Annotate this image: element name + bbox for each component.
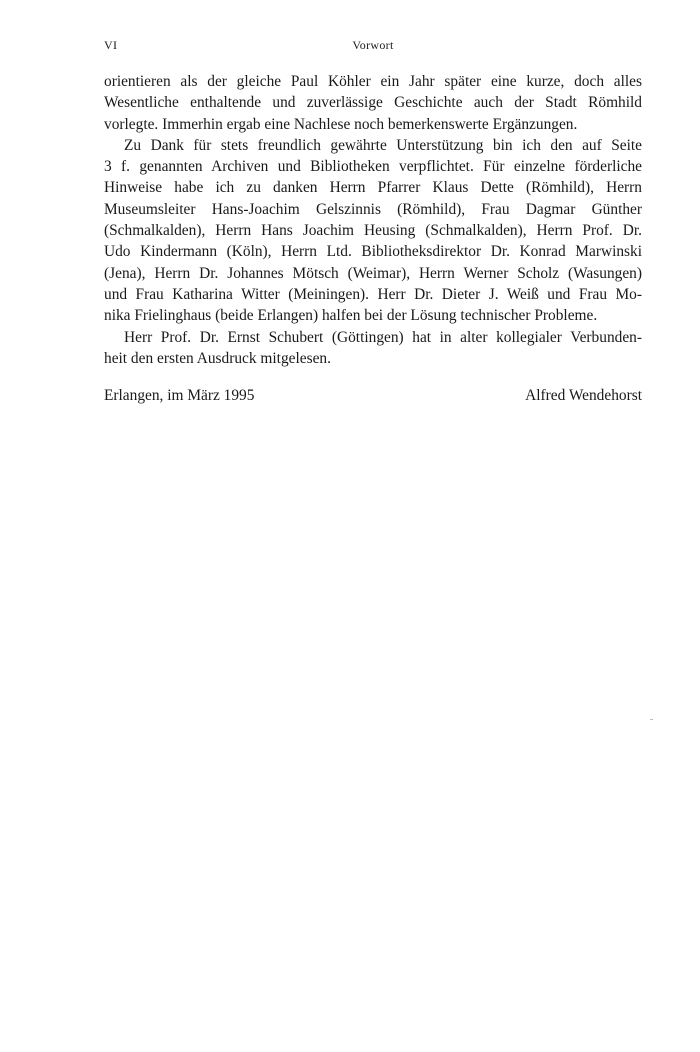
text-line: Hinweise habe ich zu danken Herrn Pfarrer Klaus Dette (Römhild), Herrn [104, 179, 642, 197]
running-title: Vorwort [352, 38, 394, 52]
author-name: Alfred Wendehorst [525, 387, 642, 404]
text-line: orientieren als der gleiche Paul Köhler ein Jahr später eine kurze, doch alles [104, 73, 642, 90]
page-number: VI [104, 38, 118, 52]
text-line: (Jena), Herrn Dr. Johannes Mötsch (Weimar), Herrn Werner Scholz (Wasungen) [104, 264, 642, 282]
preface-body [104, 71, 642, 369]
text-line: Zu Dank für stets freundlich gewährte Unterstützung bin ich den auf Seite [124, 136, 642, 154]
place-date: Erlangen, im März 1995 [104, 387, 255, 404]
text-line: Wesentliche enthaltende und zuverlässige Geschichte auch der Stadt Römhild [104, 94, 642, 112]
text-line: Museumsleiter Hans-Joachim Gelszinnis (Römhild), Frau Dagmar Günther [104, 200, 642, 218]
signature-line [104, 385, 642, 407]
page-header [104, 38, 642, 54]
text-line: und Frau Katharina Witter (Meiningen). Herr Dr. Dieter J. Weiß und Frau Mo- [104, 285, 642, 303]
scan-mark [650, 719, 653, 720]
text-line: Herr Prof. Dr. Ernst Schubert (Göttingen) hat in alter kollegialer Verbunden- [124, 328, 642, 346]
text-line: 3 f. genannten Archiven und Bibliotheken verpflichtet. Für einzelne förderliche [104, 158, 642, 176]
text-line: Udo Kindermann (Köln), Herrn Ltd. Bibliotheksdirektor Dr. Konrad Marwinski [104, 243, 642, 261]
text-line: heit den ersten Ausdruck mitgelesen. [104, 349, 331, 367]
text-line: vorlegte. Immerhin ergab eine Nachlese noch bemerkenswerte Ergänzungen. [104, 115, 578, 133]
text-line: nika Frielinghaus (beide Erlangen) halfen bei der Lösung technischer Probleme. [104, 307, 598, 325]
text-line: (Schmalkalden), Herrn Hans Joachim Heusing (Schmalkalden), Herrn Prof. Dr. [104, 222, 642, 240]
